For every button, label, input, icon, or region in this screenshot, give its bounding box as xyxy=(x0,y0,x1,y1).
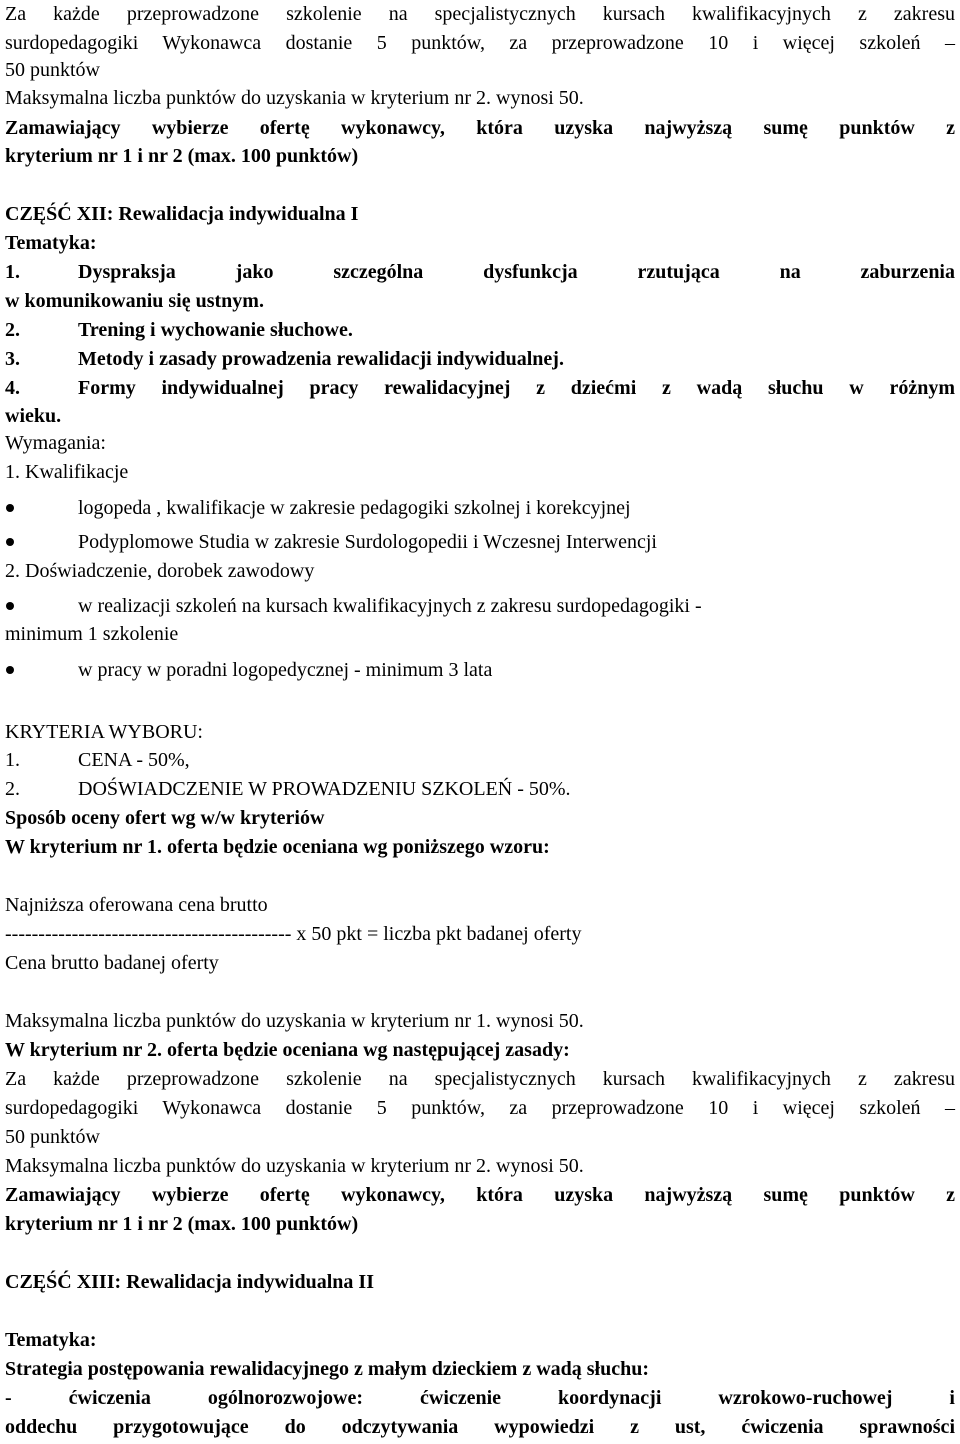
section-title: CZĘŚĆ XII: Rewalidacja indywidualna I xyxy=(5,203,359,225)
kryterium-heading: W kryterium nr 2. oferta będzie oceniana wg następującej zasady: xyxy=(5,1039,570,1061)
section-title: CZĘŚĆ XIII: Rewalidacja indywidualna II xyxy=(5,1271,374,1293)
topic-continuation: w komunikowaniu się ustnym. xyxy=(5,290,264,312)
bullet-icon xyxy=(6,504,14,512)
kryterium-text: CENA - 50%, xyxy=(78,749,190,771)
bullet-item: Podyplomowe Studia w zakresie Surdologopedii i Wczesnej Interwencji xyxy=(78,531,657,553)
topic-text: Trening i wychowanie słuchowe. xyxy=(78,319,353,341)
tematyka-label: Tematyka: xyxy=(5,1329,97,1351)
bullet-icon xyxy=(6,666,14,674)
tematyka-label: Tematyka: xyxy=(5,232,97,254)
strategia-heading: Strategia postępowania rewalidacyjnego z małym dzieckiem z wadą słuchu: xyxy=(5,1358,650,1380)
paragraph-line: Maksymalna liczba punktów do uzyskania w kryterium nr 1. wynosi 50. xyxy=(5,1010,584,1032)
kryterium-text: DOŚWIADCZENIE W PROWADZENIU SZKOLEŃ - 50%. xyxy=(78,778,571,800)
paragraph-line: Maksymalna liczba punktów do uzyskania w kryterium nr 2. wynosi 50. xyxy=(5,87,584,109)
formula-line: ------------------------------------------- x 50 pkt = liczba pkt badanej oferty xyxy=(5,923,582,945)
kryterium-item xyxy=(5,777,571,801)
paragraph-line: oddechu przygotowujące do odczytywania wypowiedzi z ust, ćwiczenia sprawności xyxy=(5,1416,955,1438)
topic-number: 2. xyxy=(5,319,20,341)
doswiadczenie-label: 2. Doświadczenie, dorobek zawodowy xyxy=(5,560,315,582)
paragraph-line: Zamawiający wybierze ofertę wykonawcy, która uzyska najwyższą sumę punktów z xyxy=(5,1184,955,1206)
topic-item xyxy=(5,376,955,400)
topic-number: 1. xyxy=(5,261,20,283)
paragraph-line: Zamawiający wybierze ofertę wykonawcy, która uzyska najwyższą sumę punktów z xyxy=(5,117,955,139)
topic-item xyxy=(5,318,353,342)
topic-text: Dyspraksja jako szczególna dysfunkcja rzutująca na zaburzenia xyxy=(78,261,955,283)
paragraph-line: Za każde przeprowadzone szkolenie na specjalistycznych kursach kwalifikacyjnych z zakresu xyxy=(5,3,955,25)
paragraph-line: surdopedagogiki Wykonawca dostanie 5 punktów, za przeprowadzone 10 i więcej szkoleń – xyxy=(5,32,955,54)
bullet-icon xyxy=(6,602,14,610)
bullet-icon xyxy=(6,538,14,546)
topic-number: 3. xyxy=(5,348,20,370)
kryterium-number: 1. xyxy=(5,749,20,771)
bullet-item: w realizacji szkoleń na kursach kwalifikacyjnych z zakresu surdopedagogiki - xyxy=(78,595,702,617)
paragraph-line: - ćwiczenia ogólnorozwojowe: ćwiczenie koordynacji wzrokowo-ruchowej i xyxy=(5,1387,955,1409)
paragraph-line: Za każde przeprowadzone szkolenie na specjalistycznych kursach kwalifikacyjnych z zakresu xyxy=(5,1068,955,1090)
paragraph-line: Maksymalna liczba punktów do uzyskania w kryterium nr 2. wynosi 50. xyxy=(5,1155,584,1177)
kryterium-number: 2. xyxy=(5,778,20,800)
paragraph-line: 50 punktów xyxy=(5,59,100,81)
topic-continuation: wieku. xyxy=(5,405,62,427)
kryterium-item xyxy=(5,748,190,772)
topic-number: 4. xyxy=(5,377,20,399)
paragraph-line: kryterium nr 1 i nr 2 (max. 100 punktów) xyxy=(5,145,359,167)
formula-numerator: Najniższa oferowana cena brutto xyxy=(5,894,268,916)
kryterium-heading: W kryterium nr 1. oferta będzie oceniana wg poniższego wzoru: xyxy=(5,836,550,858)
paragraph-line: kryterium nr 1 i nr 2 (max. 100 punktów) xyxy=(5,1213,359,1235)
topic-item xyxy=(5,260,955,284)
sposob-heading: Sposób oceny ofert wg w/w kryteriów xyxy=(5,807,325,829)
paragraph-line: 50 punktów xyxy=(5,1126,100,1148)
bullet-item: logopeda , kwalifikacje w zakresie pedagogiki szkolnej i korekcyjnej xyxy=(78,497,631,519)
paragraph-line: surdopedagogiki Wykonawca dostanie 5 punktów, za przeprowadzone 10 i więcej szkoleń – xyxy=(5,1097,955,1119)
formula-denominator: Cena brutto badanej oferty xyxy=(5,952,219,974)
topic-item xyxy=(5,347,564,371)
wymagania-label: Wymagania: xyxy=(5,432,106,454)
topic-text: Formy indywidualnej pracy rewalidacyjnej z dziećmi z wadą słuchu w różnym xyxy=(78,377,955,399)
bullet-item: w pracy w poradni logopedycznej - minimum 3 lata xyxy=(78,659,493,681)
kryteria-title: KRYTERIA WYBORU: xyxy=(5,721,203,743)
bullet-continuation: minimum 1 szkolenie xyxy=(5,623,179,645)
kwalifikacje-label: 1. Kwalifikacje xyxy=(5,461,129,483)
topic-text: Metody i zasady prowadzenia rewalidacji indywidualnej. xyxy=(78,348,564,370)
